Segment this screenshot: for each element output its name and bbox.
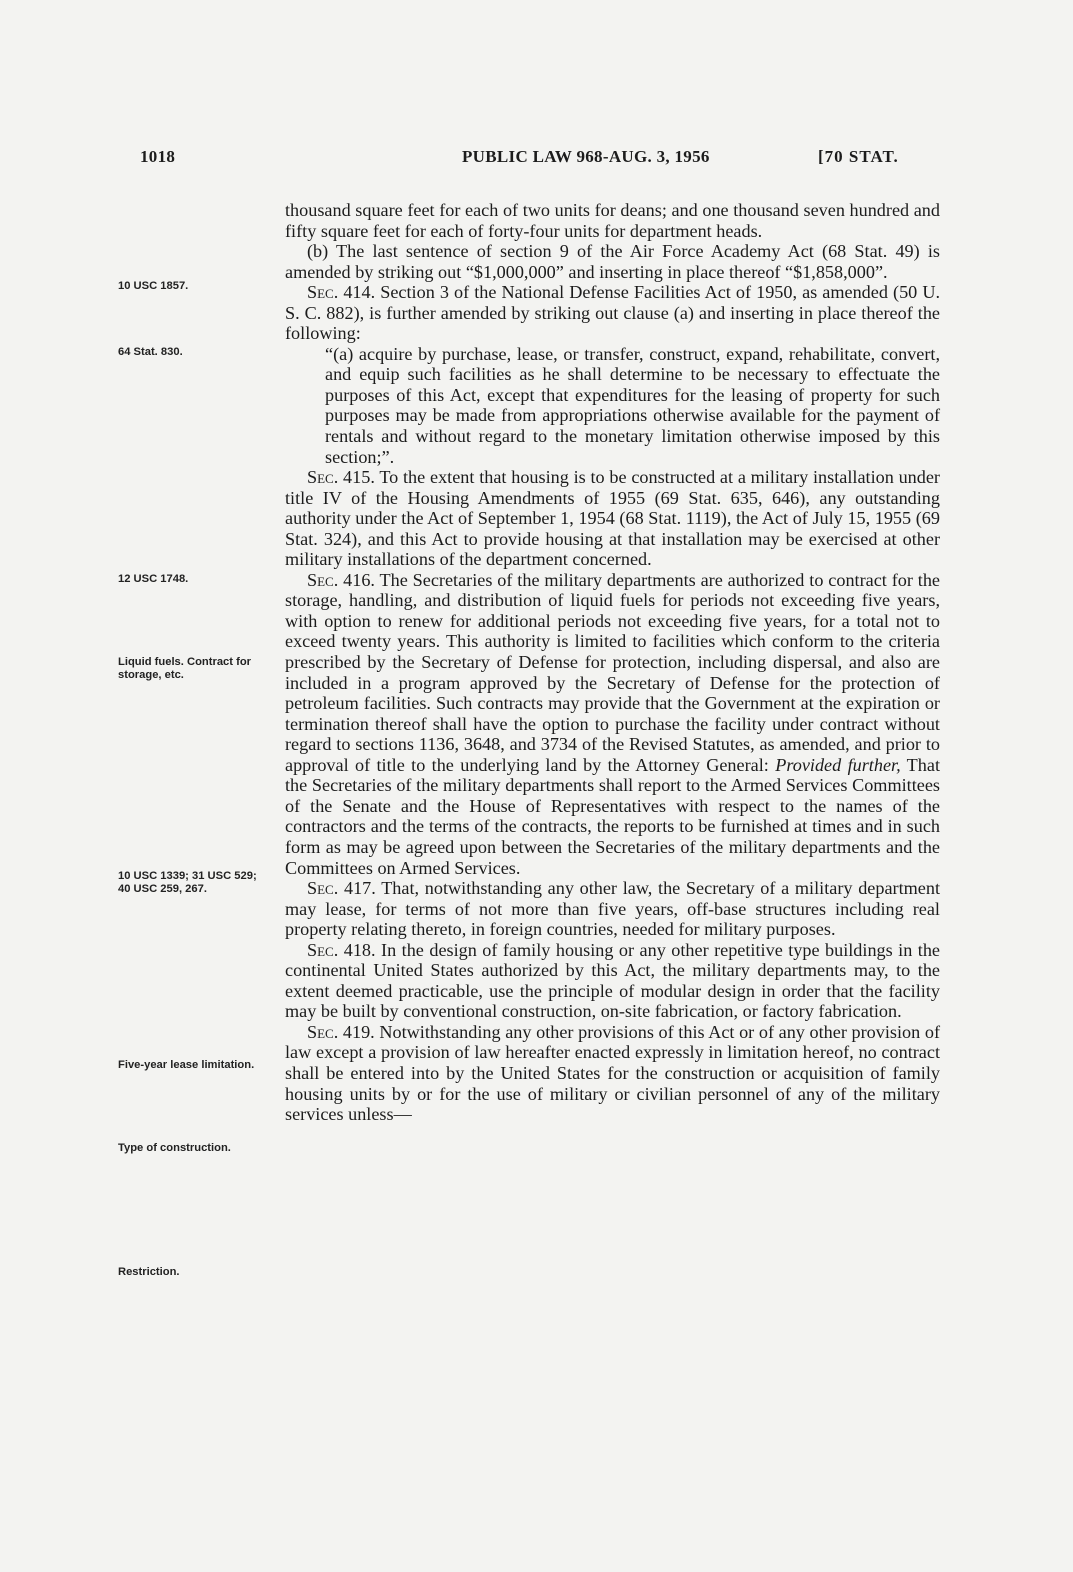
margin-note: 12 USC 1748. [118, 573, 189, 585]
margin-note: Five-year lease limitation. [118, 1059, 255, 1071]
running-title: PUBLIC LAW 968-AUG. 3, 1956 [462, 147, 710, 166]
section-label: Sec. 414. [307, 282, 376, 303]
quoted-clause: “(a) acquire by purchase, lease, or transfer, construct, expand, rehabilitate, convert, and equip such facilities as he shall determine to be necessary to effectuate the purposes of this Act, except that expenditures for the leasing of property for such purposes may be made from appropriations otherwise available for the payment of rentals and without regard to the monetary limitation otherwise imposed by this section;”. [325, 343, 940, 467]
section-text: Notwithstanding any other provisions of this Act or of any other provision of law except a provision of law hereafter enacted expressly in limitation hereof, no contract shall be entered into by the United States for the construction or acquisition of family housing units by or for the use of military or civilian personnel of any of the military services unless— [285, 1021, 940, 1125]
margin-note: Type of construction. [118, 1142, 231, 1154]
paragraph [285, 878, 940, 940]
proviso: Provided further, [775, 754, 901, 775]
section-label: Sec. 419. [307, 1021, 375, 1042]
margin-note: Restriction. [118, 1266, 180, 1278]
section-label: Sec. 415. [307, 467, 375, 488]
paragraph [285, 467, 940, 570]
paragraph [285, 940, 940, 1022]
paragraph: (b) The last sentence of section 9 of the Air Force Academy Act (68 Stat. 49) is amended by striking out “$1,000,000” and inserting in place thereof “$1,858,000”. [285, 241, 940, 282]
margin-note: Liquid fuels. Contract for storage, etc. [118, 656, 252, 681]
paragraph [285, 1022, 940, 1125]
margin-note: 64 Stat. 830. [118, 346, 183, 358]
section-text: Section 3 of the National Defense Facilities Act of 1950, as amended (50 U. S. C. 882), is further amended by striking out clause (a) and inserting in place thereof the following: [285, 282, 940, 344]
margin-note: 10 USC 1339; 31 USC 529; 40 USC 259, 267. [118, 870, 257, 895]
section-label: Sec. 416. [307, 569, 375, 590]
section-label: Sec. 417. [307, 878, 376, 899]
section-text: That the Secretaries of the military departments shall report to the Armed Services Committees of the Senate and the House of Representatives with respect to the names of the contractors and the terms of the contracts, the reports to be furnished at times and in such form as may be agreed upon between the Secretaries of the military departments and the Committees on Armed Services. [285, 754, 941, 878]
paragraph: thousand square feet for each of two units for deans; and one thousand seven hundred and fifty square feet for each of forty-four units for department heads. [285, 200, 940, 241]
section-text: In the design of family housing or any other repetitive type buildings in the continental United States authorized by this Act, the military departments may, to the extent deemed practicable, use the principle of modular design in order that the facility may be built by conventional construction, on-site fabrication, or factory fabrication. [285, 939, 941, 1022]
section-text: That, notwithstanding any other law, the Secretary of a military department may lease, for terms of not more than five years, off-base structures including real property relating thereto, in foreign countries, needed for military purposes. [285, 878, 941, 940]
section-label: Sec. 418. [307, 939, 376, 960]
volume-reference: [70 STAT. [818, 147, 899, 166]
section-text: The Secretaries of the military departments are authorized to contract for the storage, handling, and distribution of liquid fuels for periods not exceeding five years, with option to renew for additional periods not exceeding five years, for a total not to exceed twenty years. This authority is limited to facilities which conform to the criteria prescribed by the Secretary of Defense for protection, including dispersal, and also are included in a program approved by the Secretary of Defense for the protection of petroleum facilities. Such contracts may provide that the Government at the expiration or termination thereof shall have the option to purchase the facility under contract without regard to sections 1136, 3648, and 3734 of the Revised Statutes, as amended, and prior to approval of title to the underlying land by the Attorney General: [285, 569, 940, 775]
section-text: To the extent that housing is to be constructed at a military installation under title IV of the Housing Amendments of 1955 (69 Stat. 635, 646), any outstanding authority under the Act of September 1, 1954 (68 Stat. 1119), the Act of July 15, 1955 (69 Stat. 324), and this Act to provide housing at that installation may be exercised at other military installations of the department concerned. [285, 467, 940, 570]
page-number: 1018 [140, 147, 176, 166]
paragraph [285, 282, 940, 344]
statute-text [285, 200, 940, 1125]
paragraph [285, 570, 940, 878]
margin-note: 10 USC 1857. [118, 280, 189, 292]
